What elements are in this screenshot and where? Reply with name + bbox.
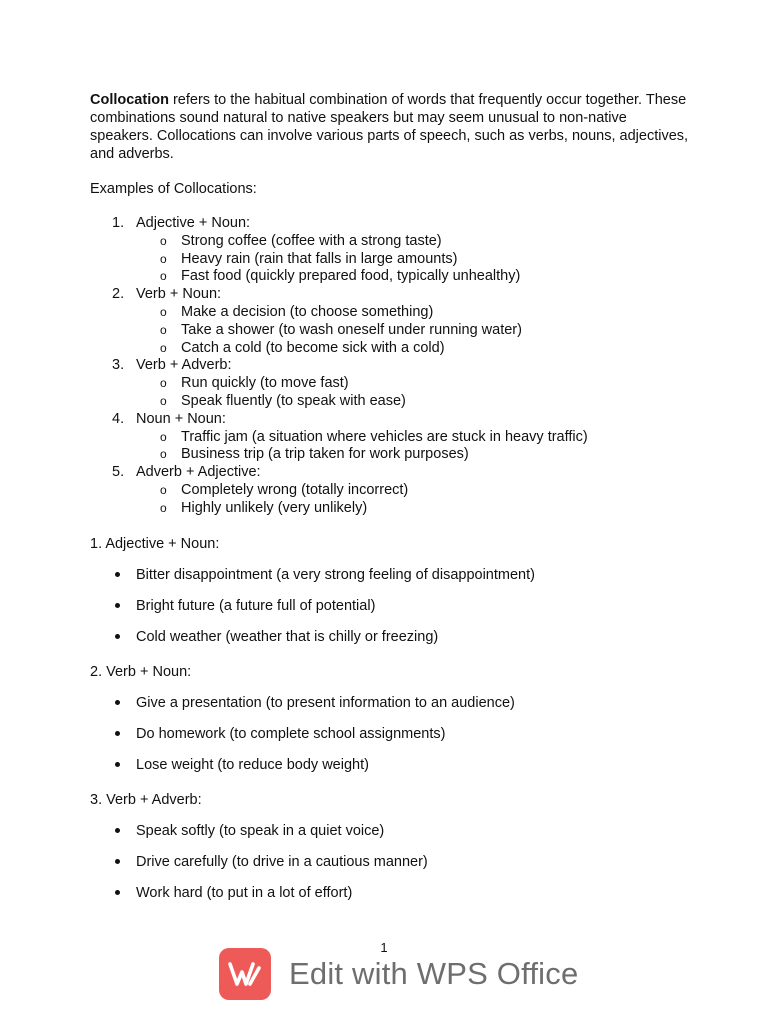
collocation-desc: (a trip taken for work purposes) bbox=[264, 446, 469, 463]
circle-bullet-icon: o bbox=[160, 304, 167, 319]
item-number: 3. bbox=[112, 357, 125, 374]
circle-bullet-icon: o bbox=[160, 340, 167, 355]
sub-list-item bbox=[136, 375, 690, 393]
numbered-item bbox=[90, 411, 690, 464]
collocation-desc: (to wash oneself under running water) bbox=[274, 321, 522, 338]
collocation-desc: (to choose something) bbox=[285, 303, 434, 320]
sub-list-item bbox=[136, 322, 690, 340]
bullet-item bbox=[90, 628, 690, 646]
item-label: Adjective + Noun: bbox=[136, 215, 251, 231]
collocation-term: Business trip bbox=[181, 446, 265, 463]
collocation-desc: (to drive in a cautious manner) bbox=[227, 853, 428, 870]
bullet-item bbox=[90, 566, 690, 584]
collocation-term: Take a shower bbox=[181, 321, 275, 338]
item-label: Verb + Adverb: bbox=[136, 357, 232, 374]
sub-list-item bbox=[136, 446, 690, 464]
bullet-icon bbox=[115, 731, 120, 736]
circle-bullet-icon: o bbox=[160, 393, 167, 408]
item-number: 5. bbox=[112, 464, 125, 481]
item-label: Adverb + Adjective: bbox=[136, 464, 261, 481]
wps-edit-label: Edit with WPS Office bbox=[289, 956, 579, 991]
sub-list bbox=[136, 429, 690, 465]
collocation-desc: (to put in a lot of effort) bbox=[202, 884, 353, 901]
collocation-desc: (to present information to an audience) bbox=[261, 694, 515, 711]
sub-list bbox=[136, 482, 690, 518]
collocation-term: Lose weight bbox=[136, 756, 214, 773]
collocation-term: Do homework bbox=[136, 725, 226, 742]
collocation-desc: (to speak with ease) bbox=[272, 392, 406, 409]
bullet-item bbox=[90, 853, 690, 871]
circle-bullet-icon: o bbox=[160, 376, 167, 391]
sub-list-item bbox=[136, 268, 690, 286]
collocation-term: Catch a cold bbox=[181, 339, 262, 356]
sub-list bbox=[136, 233, 690, 286]
bullet-item bbox=[90, 884, 690, 902]
circle-bullet-icon: o bbox=[160, 500, 167, 515]
collocation-desc: (rain that falls in large amounts) bbox=[250, 250, 458, 267]
collocation-desc: (to complete school assignments) bbox=[225, 725, 446, 742]
collocation-term: Heavy rain bbox=[181, 250, 251, 267]
bullet-icon bbox=[115, 572, 120, 577]
collocation-term: Traffic jam bbox=[181, 428, 248, 445]
sections bbox=[90, 535, 690, 902]
collocation-term: Cold weather bbox=[136, 628, 222, 645]
bullet-item bbox=[90, 694, 690, 712]
sub-list bbox=[136, 304, 690, 357]
collocation-term: Strong coffee bbox=[181, 232, 267, 249]
section-title: 2. Verb + Noun: bbox=[90, 663, 192, 680]
sub-list-item bbox=[136, 233, 690, 251]
bullet-icon bbox=[115, 859, 120, 864]
sub-list bbox=[136, 375, 690, 411]
collocation-desc: (to move fast) bbox=[255, 375, 349, 392]
sub-list-item bbox=[136, 340, 690, 358]
collocation-desc: (very unlikely) bbox=[273, 499, 368, 516]
sub-list-item bbox=[136, 429, 690, 447]
collocation-term: Completely wrong bbox=[181, 481, 298, 498]
intro-text: refers to the habitual combination of words that frequently occur together. These combinations sound natural to native speakers but may seem unusual to non-native speakers. Collocations can involve various parts of speech, such as verbs, nouns, adjectives, and adverbs. bbox=[90, 92, 689, 162]
collocation-desc: (to reduce body weight) bbox=[213, 756, 369, 773]
collocation-term: Give a presentation bbox=[136, 694, 262, 711]
collocation-term: Make a decision bbox=[181, 303, 286, 320]
collocation-term: Work hard bbox=[136, 884, 203, 901]
bullet-icon bbox=[115, 828, 120, 833]
collocation-desc: (to speak in a quiet voice) bbox=[215, 822, 385, 839]
bullet-list bbox=[90, 822, 690, 902]
circle-bullet-icon: o bbox=[160, 322, 167, 337]
bullet-icon bbox=[115, 762, 120, 767]
bullet-icon bbox=[115, 634, 120, 639]
numbered-list bbox=[90, 215, 690, 518]
circle-bullet-icon: o bbox=[160, 269, 167, 284]
bullet-item bbox=[90, 756, 690, 774]
bullet-item bbox=[90, 725, 690, 743]
collocation-desc: (totally incorrect) bbox=[297, 481, 409, 498]
collocation-term: Bitter disappointment bbox=[136, 566, 273, 583]
collocation-desc: (weather that is chilly or freezing) bbox=[221, 628, 439, 645]
numbered-item bbox=[90, 286, 690, 357]
section-title: 3. Verb + Adverb: bbox=[90, 791, 202, 808]
collocation-term: Speak fluently bbox=[181, 392, 273, 409]
bullet-list bbox=[90, 694, 690, 774]
bullet-icon bbox=[115, 700, 120, 705]
collocation-desc: (a future full of potential) bbox=[215, 597, 376, 614]
collocation-term: Speak softly bbox=[136, 822, 215, 839]
circle-bullet-icon: o bbox=[160, 251, 167, 266]
collocation-desc: (to become sick with a cold) bbox=[261, 339, 445, 356]
sub-list-item bbox=[136, 304, 690, 322]
numbered-item bbox=[90, 464, 690, 517]
circle-bullet-icon: o bbox=[160, 447, 167, 462]
sub-list-item bbox=[136, 393, 690, 411]
item-label: Verb + Noun: bbox=[136, 286, 222, 303]
section-title: 1. Adjective + Noun: bbox=[90, 535, 220, 552]
circle-bullet-icon: o bbox=[160, 429, 167, 444]
examples-heading: Examples of Collocations: bbox=[90, 181, 257, 197]
bullet-list bbox=[90, 566, 690, 646]
wps-edit-banner[interactable] bbox=[219, 946, 578, 1002]
intro-term: Collocation bbox=[90, 92, 169, 108]
bullet-item bbox=[90, 822, 690, 840]
collocation-term: Drive carefully bbox=[136, 853, 228, 870]
page-number: 1 bbox=[380, 940, 388, 955]
numbered-item bbox=[90, 357, 690, 410]
sub-list-item bbox=[136, 251, 690, 269]
collocation-desc: (a very strong feeling of disappointment) bbox=[272, 566, 535, 583]
sub-list-item bbox=[136, 500, 690, 518]
document-page bbox=[90, 91, 690, 902]
collocation-term: Fast food bbox=[181, 268, 242, 285]
item-number: 2. bbox=[112, 286, 125, 303]
circle-bullet-icon: o bbox=[160, 482, 167, 497]
intro-paragraph bbox=[90, 91, 690, 163]
item-label: Noun + Noun: bbox=[136, 410, 226, 427]
collocation-term: Highly unlikely bbox=[181, 499, 274, 516]
collocation-desc: (a situation where vehicles are stuck in heavy traffic) bbox=[247, 428, 588, 445]
collocation-desc: (coffee with a strong taste) bbox=[267, 232, 442, 249]
collocation-term: Run quickly bbox=[181, 375, 256, 392]
collocation-desc: (quickly prepared food, typically unhealthy) bbox=[241, 268, 521, 285]
bullet-item bbox=[90, 597, 690, 615]
circle-bullet-icon: o bbox=[160, 233, 167, 248]
bullet-icon bbox=[115, 890, 120, 895]
item-number: 4. bbox=[112, 410, 125, 427]
numbered-item bbox=[90, 215, 690, 286]
collocation-term: Bright future bbox=[136, 597, 215, 614]
wps-logo-icon bbox=[219, 948, 271, 1000]
item-number: 1. bbox=[112, 215, 125, 231]
bullet-icon bbox=[115, 603, 120, 608]
sub-list-item bbox=[136, 482, 690, 500]
